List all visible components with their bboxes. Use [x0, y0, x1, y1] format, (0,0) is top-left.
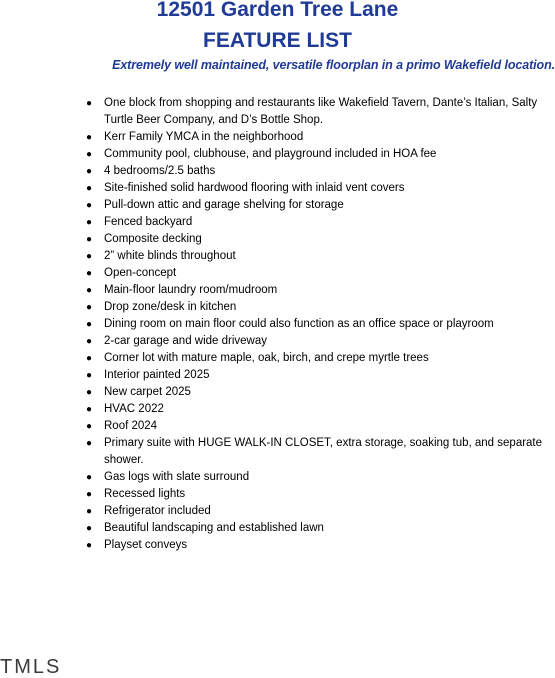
feature-text: Fenced backyard	[104, 216, 193, 228]
feature-item	[84, 146, 544, 163]
feature-text: Primary suite with HUGE WALK-IN CLOSET, extra storage, soaking tub, and separate shower.	[104, 437, 543, 466]
feature-item	[84, 95, 544, 129]
mls-watermark: TMLS	[0, 656, 62, 678]
feature-item	[84, 231, 544, 248]
bullet-icon: ●	[86, 98, 93, 109]
bullet-icon: ●	[86, 421, 93, 432]
bullet-icon: ●	[86, 404, 93, 415]
feature-item	[84, 248, 544, 265]
bullet-icon: ●	[86, 506, 93, 517]
feature-text: Corner lot with mature maple, oak, birch, and crepe myrtle trees	[104, 352, 429, 364]
feature-text: Pull-down attic and garage shelving for storage	[104, 199, 344, 211]
bullet-icon: ●	[86, 472, 93, 483]
bullet-icon: ●	[86, 387, 93, 398]
bullet-icon: ●	[86, 132, 93, 143]
bullet-icon: ●	[86, 319, 93, 330]
feature-text: Recessed lights	[104, 488, 186, 500]
bullet-icon: ●	[86, 540, 93, 551]
feature-text: Main-floor laundry room/mudroom	[104, 284, 278, 296]
feature-text: Dining room on main floor could also function as an office space or playroom	[104, 318, 494, 330]
feature-item	[84, 316, 544, 333]
bullet-icon: ●	[86, 217, 93, 228]
bullet-icon: ●	[86, 523, 93, 534]
feature-item	[84, 520, 544, 537]
address-title: 12501 Garden Tree Lane	[156, 0, 399, 21]
feature-item	[84, 299, 544, 316]
feature-item	[84, 384, 544, 401]
feature-item	[84, 469, 544, 486]
feature-item	[84, 401, 544, 418]
bullet-icon: ●	[86, 149, 93, 160]
feature-item	[84, 282, 544, 299]
bullet-icon: ●	[86, 370, 93, 381]
feature-text: 2” white blinds throughout	[104, 250, 236, 262]
feature-item	[84, 265, 544, 282]
bullet-icon: ●	[86, 336, 93, 347]
bullet-icon: ●	[86, 438, 93, 449]
feature-text: Roof 2024	[104, 420, 158, 432]
feature-list	[84, 95, 544, 554]
feature-text: New carpet 2025	[104, 386, 191, 398]
feature-item	[84, 367, 544, 384]
bullet-icon: ●	[86, 183, 93, 194]
feature-item	[84, 163, 544, 180]
bullet-icon: ●	[86, 302, 93, 313]
feature-text: One block from shopping and restaurants like Wakefield Tavern, Dante’s Italian, Salty Turtle Beer Company, and D’s Bottle Shop.	[104, 97, 538, 126]
feature-text: Community pool, clubhouse, and playground included in HOA fee	[104, 148, 437, 160]
bullet-icon: ●	[86, 489, 93, 500]
bullet-icon: ●	[86, 234, 93, 245]
feature-item	[84, 214, 544, 231]
feature-text: 4 bedrooms/2.5 baths	[104, 165, 216, 177]
bullet-icon: ●	[86, 251, 93, 262]
feature-text: 2-car garage and wide driveway	[104, 335, 268, 347]
feature-item	[84, 197, 544, 214]
feature-text: Kerr Family YMCA in the neighborhood	[104, 131, 304, 143]
bullet-icon: ●	[86, 353, 93, 364]
bullet-icon: ●	[86, 166, 93, 177]
feature-item	[84, 435, 544, 469]
bullet-icon: ●	[86, 285, 93, 296]
feature-item	[84, 486, 544, 503]
feature-text: Open-concept	[104, 267, 177, 279]
feature-text: Drop zone/desk in kitchen	[104, 301, 237, 313]
feature-text: Interior painted 2025	[104, 369, 210, 381]
feature-item	[84, 333, 544, 350]
feature-list-heading: FEATURE LIST	[203, 29, 352, 52]
feature-item	[84, 129, 544, 146]
bullet-icon: ●	[86, 268, 93, 279]
feature-text: Refrigerator included	[104, 505, 211, 517]
feature-item	[84, 180, 544, 197]
feature-item	[84, 537, 544, 554]
feature-item	[84, 418, 544, 435]
feature-text: Playset conveys	[104, 539, 188, 551]
feature-text: Beautiful landscaping and established lawn	[104, 522, 324, 534]
feature-text: Site-finished solid hardwood flooring with inlaid vent covers	[104, 182, 405, 194]
feature-text: HVAC 2022	[104, 403, 164, 415]
tagline: Extremely well maintained, versatile floorplan in a primo Wakefield location.	[112, 58, 555, 72]
feature-text: Gas logs with slate surround	[104, 471, 250, 483]
feature-text: Composite decking	[104, 233, 202, 245]
bullet-icon: ●	[86, 200, 93, 211]
feature-item	[84, 350, 544, 367]
feature-item	[84, 503, 544, 520]
